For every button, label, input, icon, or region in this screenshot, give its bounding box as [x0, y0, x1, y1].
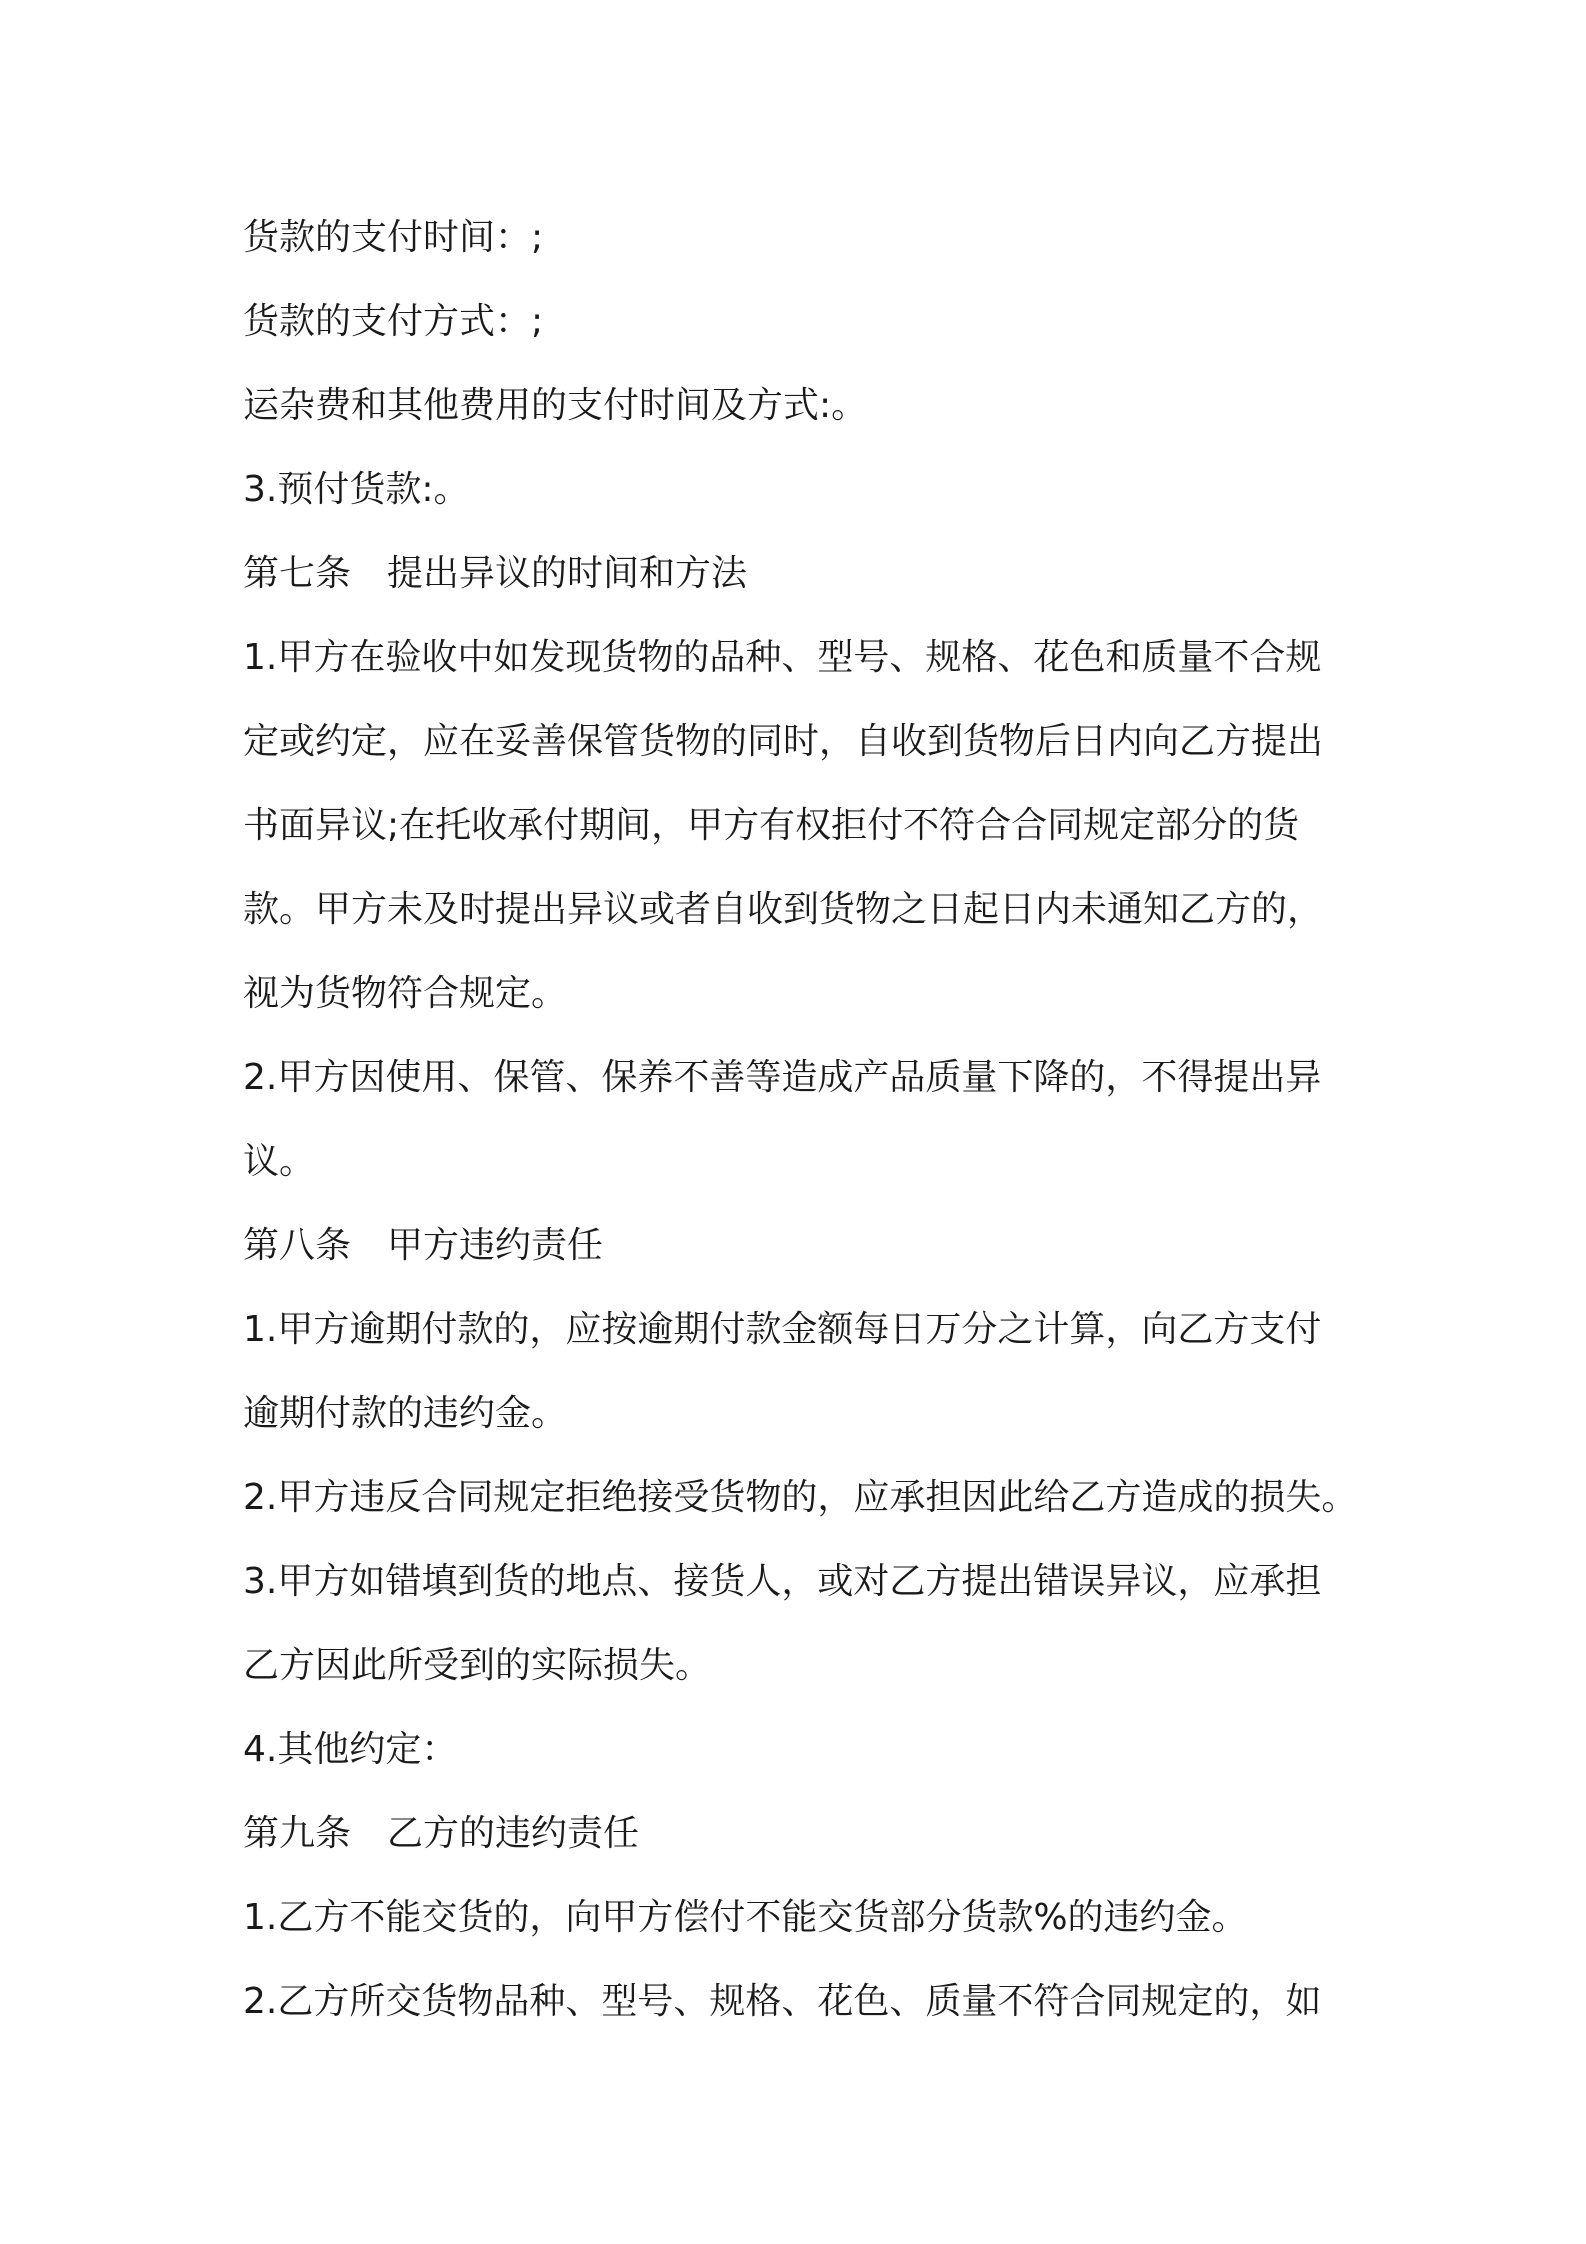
article-8-item-3-cont: 乙方因此所受到的实际损失。	[243, 1645, 712, 1686]
article-8-item-2: 2.甲方违反合同规定拒绝接受货物的，应承担因此给乙方造成的损失。	[243, 1477, 1358, 1518]
article-9-heading: 第九条 乙方的违约责任	[243, 1813, 640, 1854]
article-8-item-3: 3.甲方如错填到货的地点、接货人，或对乙方提出错误异议，应承担	[243, 1561, 1322, 1602]
article-7-item-2: 2.甲方因使用、保管、保养不善等造成产品质量下降的，不得提出异	[243, 1057, 1322, 1098]
article-7-heading: 第七条 提出异议的时间和方法	[243, 553, 748, 594]
article-7-item-1-cont: 书面异议;在托收承付期间，甲方有权拒付不符合合同规定部分的货	[243, 805, 1300, 846]
payment-method-line: 货款的支付方式：;	[243, 301, 544, 342]
document-body	[243, 196, 1373, 2044]
article-8-item-4: 4.其他约定：	[243, 1729, 458, 1770]
article-7-item-1-cont: 定或约定，应在妥善保管货物的同时，自收到货物后日内向乙方提出	[243, 721, 1324, 762]
article-7-item-1-cont: 视为货物符合规定。	[243, 973, 568, 1014]
article-9-item-1: 1.乙方不能交货的，向甲方偿付不能交货部分货款%的违约金。	[243, 1897, 1248, 1938]
freight-payment-line: 运杂费和其他费用的支付时间及方式:。	[243, 385, 868, 426]
article-7-item-2-cont: 议。	[243, 1141, 316, 1182]
prepayment-line: 3.预付货款:。	[243, 469, 470, 510]
article-7-item-1: 1.甲方在验收中如发现货物的品种、型号、规格、花色和质量不合规	[243, 637, 1322, 678]
article-7-item-1-cont: 款。甲方未及时提出异议或者自收到货物之日起日内未通知乙方的，	[243, 889, 1324, 930]
article-8-heading: 第八条 甲方违约责任	[243, 1225, 604, 1266]
article-8-item-1: 1.甲方逾期付款的，应按逾期付款金额每日万分之计算，向乙方支付	[243, 1309, 1322, 1350]
article-9-item-2: 2.乙方所交货物品种、型号、规格、花色、质量不符合同规定的，如	[243, 1981, 1322, 2022]
article-8-item-1-cont: 逾期付款的违约金。	[243, 1393, 568, 1434]
payment-time-line: 货款的支付时间：;	[243, 217, 544, 258]
